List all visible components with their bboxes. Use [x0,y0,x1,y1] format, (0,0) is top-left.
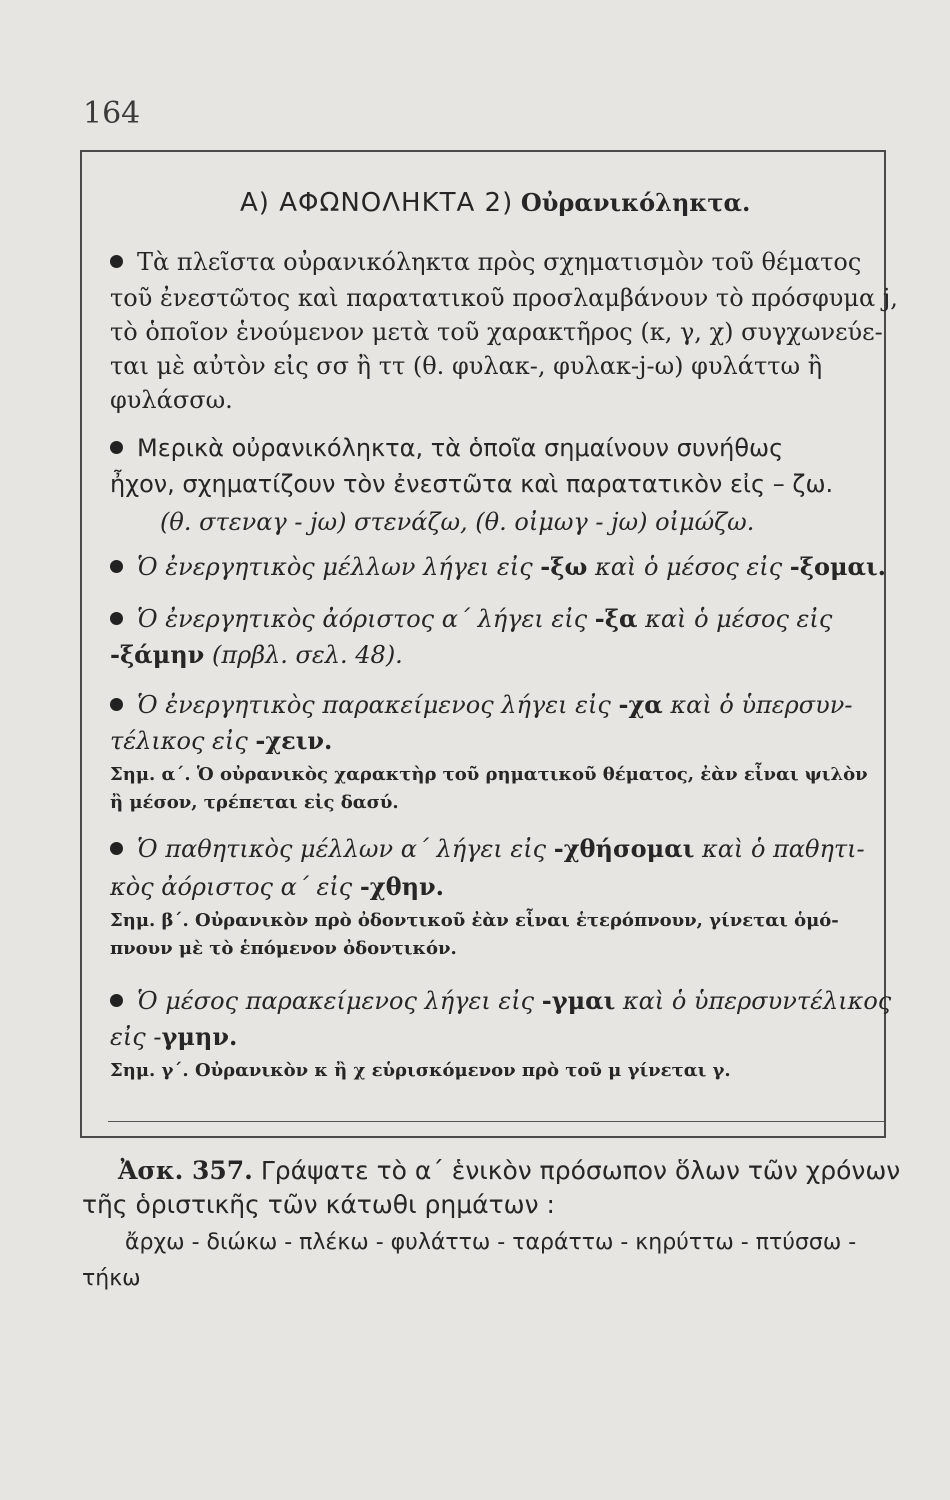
paragraph-3: Ὁ ἐνεργητικὸς μέλλων λήγει εἰς -ξω καὶ ὁ μέσος εἰς -ξομαι. [110,552,886,581]
paragraph-5-line-2: τέλικος εἰς -χειν. [110,726,333,755]
exercise-label: Ἀσκ. 357. [118,1156,253,1185]
section-heading: Α) ΑΦΩΝΟΛΗΚΤΑ 2) Οὐρανικόληκτα. [240,188,751,218]
paragraph-4-line-2: -ξάμην (πρβλ. σελ. 48). [110,640,403,669]
note-c: Σημ. γ΄. Οὐρανικὸν κ ἢ χ εὑρισκόμενον πρὸ τοῦ μ γίνεται γ. [110,1060,731,1081]
paragraph-7-line-1: Ὁ μέσος παρακείμενος λήγει εἰς -γμαι καὶ ὁ ὑπερσυντέλικος [110,986,891,1015]
note-b-line-2: πνουν μὲ τὸ ἑπόμενον ὀδοντικόν. [110,938,457,959]
paragraph-2-line-3: (θ. στεναγ - jω) στενάζω, (θ. οἰμωγ - jω) οἰμώζω. [160,508,755,536]
bullet-icon [110,560,123,573]
exercise-verb-list-end: τήκω [82,1266,141,1291]
bullet-icon [110,612,123,625]
paragraph-5-line-1: Ὁ ἐνεργητικὸς παρακείμενος λήγει εἰς -χα καὶ ὁ ὑπερσυν- [110,690,852,719]
paragraph-1-line-3: τὸ ὁποῖον ἑνούμενον μετὰ τοῦ χαρακτῆρος (κ, γ, χ) συγχωνεύε- [110,318,883,346]
exercise-line-2: τῆς ὁριστικῆς τῶν κάτωθι ρημάτων : [82,1190,555,1219]
exercise-line-1: Ἀσκ. 357. Γράψατε τὸ α΄ ἑνικὸν πρόσωπον ὅλων τῶν χρόνων [118,1156,901,1185]
paragraph-7-line-2: εἰς -γμην. [110,1022,238,1051]
paragraph-4-line-1: Ὁ ἐνεργητικὸς ἀόριστος α΄ λήγει εἰς -ξα καὶ ὁ μέσος εἰς [110,604,832,633]
note-a-line-2: ἢ μέσον, τρέπεται εἰς δασύ. [110,792,399,813]
page-number: 164 [83,96,141,131]
bullet-icon [110,441,123,454]
paragraph-2-line-2: ἦχον, σχηματίζουν τὸν ἐνεστῶτα καὶ παρατατικὸν εἰς – ζω. [110,470,834,498]
paragraph-6-line-2: κὸς ἀόριστος α΄ εἰς -χθην. [110,872,445,901]
box-divider [108,1121,884,1122]
paragraph-1-line-5: φυλάσσω. [110,386,233,414]
paragraph-1-line-2: τοῦ ἐνεστῶτος καὶ παρατατικοῦ προσλαμβάνουν τὸ πρόσφυμα j, [110,284,898,312]
note-a-line-1: Σημ. α΄. Ὁ οὐρανικὸς χαρακτὴρ τοῦ ρηματικοῦ θέματος, ἐὰν εἶναι ψιλὸν [110,764,868,785]
bullet-icon [110,994,123,1007]
bullet-icon [110,255,123,268]
bullet-icon [110,842,123,855]
bullet-icon [110,698,123,711]
paragraph-6-line-1: Ὁ παθητικὸς μέλλων α΄ λήγει εἰς -χθήσομαι καὶ ὁ παθητι- [110,834,865,863]
note-b-line-1: Σημ. β΄. Οὐρανικὸν πρὸ ὀδοντικοῦ ἐὰν εἶναι ἑτερόπνουν, γίνεται ὁμό- [110,910,839,931]
exercise-verb-list: ἄρχω - διώκω - πλέκω - φυλάττω - ταράττω - κηρύττω - πτύσσω - [125,1230,857,1255]
paragraph-2-line-1: Μερικὰ οὐρανικόληκτα, τὰ ὁποῖα σημαίνουν συνήθως [110,434,783,462]
paragraph-1-line-4: ται μὲ αὐτὸν εἰς σσ ἢ ττ (θ. φυλακ-, φυλακ-j-ω) φυλάττω ἢ [110,352,823,380]
paragraph-1-line-1: Τὰ πλεῖστα οὐρανικόληκτα πρὸς σχηματισμὸν τοῦ θέματος [110,248,861,276]
